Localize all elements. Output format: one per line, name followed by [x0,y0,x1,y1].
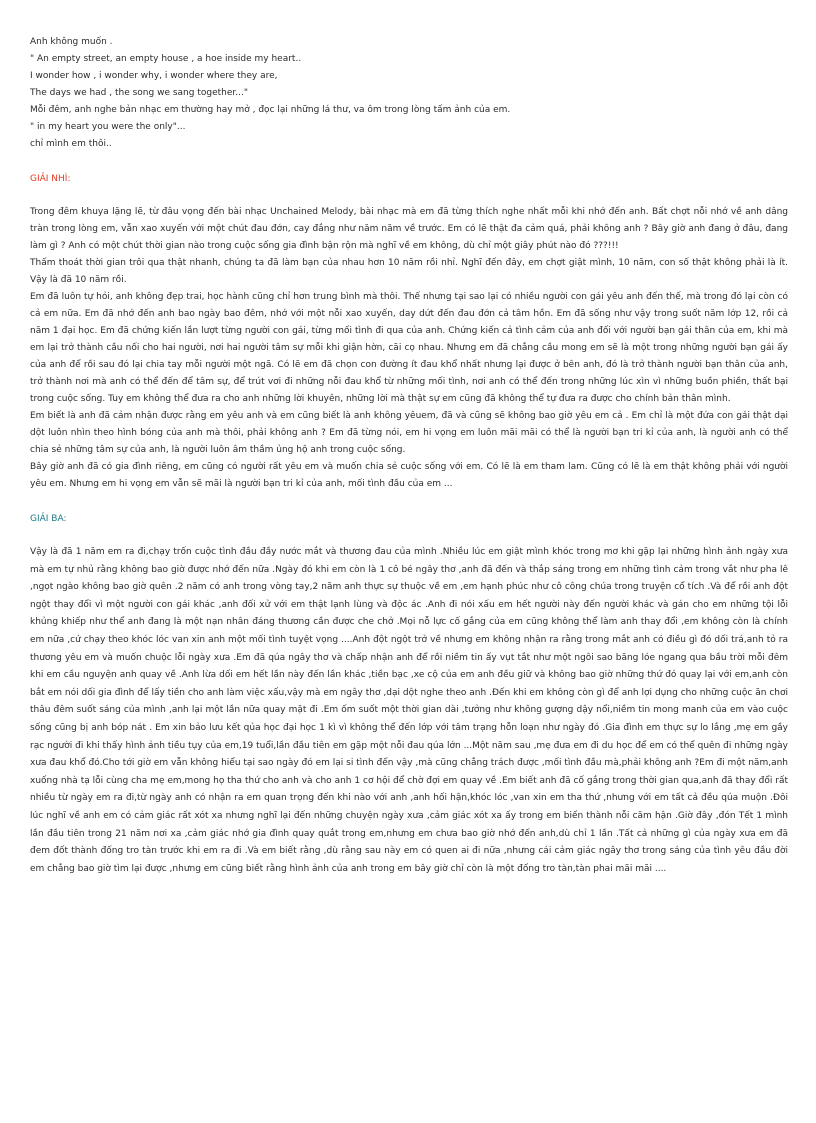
section-2-title: GIẢI NHÌ: [30,174,71,184]
section-2-paragraph: Bây giờ anh đã có gia đình riêng, em cũng có người rất yêu em và muốn chia sẻ cuộc sống với em. Có lẽ là em tham lam. Cũng có lẽ là em thật không phải với người yêu em. Nhưng em hi vọng em vẫn sẽ mãi là người bạn tri kỉ của anh, mối tình đầu của em ... [30,462,788,489]
section-2-paragraph: Em biết là anh đã cảm nhận được rằng em yêu anh và em cũng biết là anh không yêuem, đã và cũng sẽ không bao giờ yêu em cả . Em chỉ là một đứa con gái thật dại dột luôn nhìn theo hình bóng của anh mà thôi, phải không anh ? Em đã từng nói, em hi vọng em luôn mãi mãi có thể là người bạn tri kỉ của anh, là người anh có thể chia sẻ những tâm sự của anh, là người luôn âm thầm ủng hộ anh trong cuộc sống. [30,411,788,455]
intro-block [30,34,788,153]
intro-line: " An empty street, an empty house , a hoe inside my heart.. [30,54,302,64]
section-3-title: GIẢI BA: [30,514,67,524]
intro-line: " in my heart you were the only"... [30,122,186,132]
section-2-paragraph: Thấm thoát thời gian trôi qua thật nhanh, chúng ta đã làm bạn của nhau hơn 10 năm rồi nhỉ. Nghĩ đến đây, em chợt giật mình, 10 năm, con số thật không phải là ít. Vậy là đã 10 năm rồi. [30,258,788,285]
intro-line: Mỗi đêm, anh nghe bản nhạc em thường hay mở , đọc lại những lá thư, va ôm trong lòng tấm ảnh của em. [30,105,511,115]
section-2-paragraph: Em đã luôn tự hỏi, anh không đẹp trai, học hành cũng chỉ hơn trung bình mà thôi. Thế nhưng tại sao lại có nhiều người con gái yêu anh đến thế, mà trong đó lại còn có cả em nữa. Em đã nhớ đến anh bao ngày bao đêm, nhớ với một nỗi xao xuyến, day dứt đến đau đớn cả tâm hồn. Em đã sống như vậy trong suốt năm lớp 12, rồi cả năm 1 đại học. Em đã chứng kiến lần lượt từng người con gái, từng mối tình đi qua của anh. Chứng kiến cả tình cảm của anh đối với người bạn gái thân của em, khi mà em lại trở thành cầu nối cho hai người, nơi hai người tâm sự mỗi khi giận hờn, cãi cọ nhau. Nhưng em đã chẳng cầu mong em sẽ là một trong những người bạn gái ấy của anh để rồi sau đó lại chia tay mỗi người một ngã. Có lẽ em đã chọn con đường ít đau khổ nhất nhưng lại được ở bên anh, đó là trở thành người bạn thân của anh, trở thành nơi mà anh có thể đến để tâm sự, để trút vơi đi những nỗi đau khổ từ những mối tình, nơi anh có thể đến trong những lúc xìn vì những buồn phiền, thất bại trong cuộc sống. Tuy em không thể đưa ra cho anh những lời khuyên, những lời mà thật sự em cũng đã không thể tự đưa ra được cho chính bản thân mình. [30,292,788,404]
intro-line: The days we had , the song we sang together..." [30,88,248,98]
section-2-paragraph: Trong đêm khuya lặng lẽ, từ đâu vọng đến bài nhạc Unchained Melody, bài nhạc mà em đã từng thích nghe nhất mỗi khi nhớ đến anh. Bất chợt nỗi nhớ về anh dâng tràn trong lòng em, vẫn xao xuyến với một chút đau đớn, cay đắng như năm năm về trước. Em có lẽ thật đa cảm quá, phải không anh ? Bây giờ anh đang ở đâu, đang làm gì ? Anh có một chút thời gian nào trong cuộc sống gia đình bận rộn mà nghĩ về em không, dù chỉ một giây phút nào đó ???!!! [30,207,788,251]
section-3-paragraph: Vậy là đã 1 năm em ra đi,chạy trốn cuộc tình đầu đầy nước mắt và thương đau của mình .Nhiều lúc em giật mình khóc trong mơ khi gặp lại những hình ảnh ngày xưa mà em tự nhủ rằng không bao giờ được nhớ đến nữa .Ngày đó khi em còn là 1 cô bé ngây thơ ,anh đã đến và thắp sáng trong em những tình cảm trong vắt như pha lê ,ngọt ngào không bao giờ quên .2 năm có anh trong vòng tay,2 năm anh thực sự thuộc về em ,em hạnh phúc như cô công chúa trong truyện cổ tích .Và để rồi anh đột ngột thay đổi vì một người con gái khác ,anh đối xử với em thật lạnh lùng và độc ác .Anh đi nói xấu em hết người này đến người khác và gán cho em những tội lỗi khủng khiếp như thể anh đang là một nạn nhân đáng thương cần được che chở .Mọi nỗ lực cố gắng của em cũng không thể làm anh thay đổi ,em không còn là chính em nữa ,cứ chạy theo khóc lóc van xin anh một mối tình tuyệt vọng ....Anh đột ngột trở về nhưng em không nhận ra rằng trong mắt anh có điều gì đó dối trá,anh tỏ ra thương yêu em và muốn chuộc lỗi ngày xưa .Em đã qúa ngây thơ và chấp nhận anh để rồi niềm tin ấy vụt tắt như một ngôi sao băng lóe ngang qua bầu trời mỗi đêm khi em cầu nguyện anh quay về .Anh lừa dối em hết lần này đến lần khác ,tiền bạc ,xe cộ của em anh đều giữ và không bao giờ những thứ đó quay lại với em,anh còn bắt em nói dối gia đình để lấy tiền cho anh làm việc xấu,vậy mà em ngây thơ ,dại dột nghe theo anh .Đến khi em không còn gì để anh lợi dụng cho những cuộc ăn chơi thâu đêm suốt sáng của mình ,anh lại một lần nữa quay mặt đi .Em ốm suốt một thời gian dài ,tưởng như không gượng dậy nổi,niềm tin mong manh của em vào cuộc sống cũng bị anh bóp nát . Em xin bảo lưu kết qủa học đại học 1 kì vì không thể đến lớp với tâm trạng hỗn loạn như ngày đó .Gia đình em thực sự lo lắng ,mẹ em gầy rạc người đi khi thấy hình ảnh tiều tụy của em,19 tuổi,lần đầu tiên em gặp một nỗi đau qúa lớn ...Một năm sau ,mẹ đưa em đi du học để em có thể quên đi những ngày xưa đau khổ đó.Cho tới giờ em vẫn không hiểu tại sao ngày đó em lại si tình đến vậy ,mà cũng chẳng trách được ,mối tình đầu mà,phải không anh ?Em đi một năm,anh xuống nhà tạ lỗi cùng cha mẹ em,mong họ tha thứ cho anh và cho anh 1 cơ hội để chờ đợi em quay về .Em biết anh đã cố gắng trong thời gian qua,anh đã thay đổi rất nhiều từ ngày em ra đi,từ ngày anh có nhận ra em quan trọng đến khi nào với anh ,anh hối hận,khóc lóc ,van xin em tha thứ ,nhưng với em tất cả đều qúa muộn .Đôi lúc nghĩ về anh em có cảm giác rất xót xa nhưng nghĩ lại đến những chuyện ngày xưa ,cảm giác xót xa ấy trong em biến thành nỗi căm hận .Giờ đây ,đón Tết 1 mình lần đầu tiên trong 21 năm nơi xa ,cảm giác nhớ gia đình quay quắt trong em,nhưng em chưa bao giờ nhớ đến anh,dù chỉ 1 lần .Tất cả những gì của ngày xưa em đã đem đốt thành đống tro tàn trước khi em ra đi .Và em biết rằng ,dù rằng sau này em có quen ai đi nữa ,nhưng cái cảm giác ngây thơ trong sáng của tình yêu đầu đời em chẳng bao giờ tìm lại được ,nhưng em cũng biết rằng hình ảnh của anh trong em bây giờ chỉ còn là một đống tro tàn,tàn phai mãi mãi .... [30,547,788,874]
intro-line: chỉ mình em thôi.. [30,139,112,149]
section-2-body [30,204,788,493]
intro-line: I wonder how , i wonder why, i wonder where they are, [30,71,278,81]
intro-line: Anh không muốn . [30,37,113,47]
